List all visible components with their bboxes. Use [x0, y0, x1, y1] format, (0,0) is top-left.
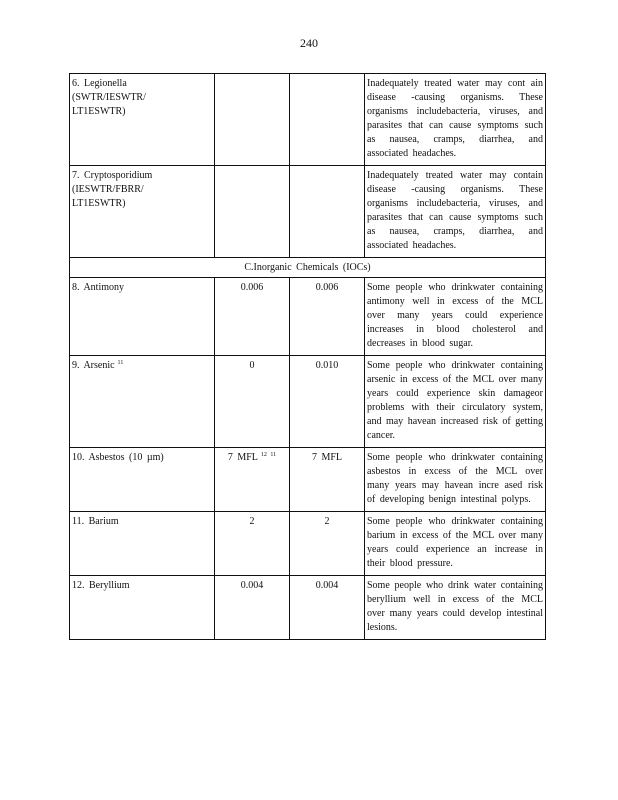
table-row — [70, 512, 546, 576]
contaminant-table — [69, 73, 546, 640]
contaminant-cell — [70, 576, 215, 640]
table-section — [70, 258, 546, 278]
table-row — [70, 166, 546, 258]
table-body-top — [70, 74, 546, 258]
health-effects-cell — [365, 74, 546, 166]
contaminant-cell-text: 6. Legionella (SWTR/IESWTR/ LT1ESWTR) — [72, 78, 146, 117]
contaminant-cell-text: 8. Antimony — [72, 282, 125, 293]
contaminant-cell-text: 7. Cryptosporidium (IESWTR/FBRR/ LT1ESWTR) — [72, 170, 153, 209]
health-effects-cell-text: Some people who drinkwater containing asbestos in excess of the MCL over many years may havean incre ased risk of developing benign intestinal polyps. — [367, 452, 543, 505]
mclg-cell-text: 0.006 — [240, 282, 264, 293]
health-effects-cell — [365, 356, 546, 448]
mclg-cell-text: 0.004 — [240, 580, 264, 591]
mclg-cell — [215, 356, 290, 448]
mcl-cell — [290, 356, 365, 448]
footnote-marker: 11 — [117, 359, 124, 366]
contaminant-cell — [70, 512, 215, 576]
mclg-cell-text: 0 — [249, 360, 255, 371]
section-header-row — [70, 258, 546, 278]
mcl-cell — [290, 278, 365, 356]
mclg-cell — [215, 448, 290, 512]
mcl-cell-text: 7 MFL — [311, 452, 343, 463]
mcl-cell — [290, 166, 365, 258]
health-effects-cell-text: Some people who drink water containing beryllium well in excess of the MCL over many years could develop intestinal lesions. — [367, 580, 543, 633]
contaminant-cell — [70, 448, 215, 512]
contaminant-cell — [70, 278, 215, 356]
contaminant-cell-text: 11. Barium — [72, 516, 119, 527]
health-effects-cell — [365, 448, 546, 512]
table-row — [70, 74, 546, 166]
health-effects-cell-text: Some people who drinkwater containing barium in excess of the MCL over many years could experience an increase in their blood pressure. — [367, 516, 543, 569]
health-effects-cell — [365, 166, 546, 258]
health-effects-cell-text: Inadequately treated water may contain disease -causing organisms. These organisms includebacteria, viruses, and parasites that can cause symptoms such as nausea, cramps, diarrhea, and associated headaches. — [367, 170, 543, 251]
health-effects-cell — [365, 512, 546, 576]
mcl-cell — [290, 74, 365, 166]
health-effects-cell-text: Some people who drinkwater containing antimony well in excess of the MCL over many years could experience increases in blood cholesterol and decreases in blood sugar. — [367, 282, 543, 349]
contaminant-cell — [70, 356, 215, 448]
contaminant-cell-text: 10. Asbestos (10 µm) — [72, 452, 164, 463]
mcl-cell — [290, 576, 365, 640]
contaminant-cell-text: 9. Arsenic — [72, 360, 115, 371]
mclg-cell — [215, 512, 290, 576]
contaminant-cell-text: 12. Beryllium — [72, 580, 130, 591]
table-body-bottom — [70, 278, 546, 640]
footnote-marker: 12 11 — [260, 451, 277, 458]
mcl-cell — [290, 448, 365, 512]
mclg-cell-text: 7 MFL — [227, 452, 258, 463]
section-header: C.Inorganic Chemicals (IOCs) — [70, 258, 546, 278]
contaminant-cell — [70, 74, 215, 166]
mclg-cell — [215, 74, 290, 166]
health-effects-cell-text: Some people who drinkwater containing arsenic in excess of the MCL over many years could experience skin damageor problems with their circulatory system, and may havean increased risk of getting cancer. — [367, 360, 543, 441]
mclg-cell-text: 2 — [249, 516, 255, 527]
table-row — [70, 448, 546, 512]
mcl-cell-text: 0.010 — [315, 360, 339, 371]
mclg-cell — [215, 166, 290, 258]
contaminant-cell — [70, 166, 215, 258]
mcl-cell — [290, 512, 365, 576]
table-row — [70, 278, 546, 356]
health-effects-cell — [365, 576, 546, 640]
mclg-cell — [215, 278, 290, 356]
mclg-cell — [215, 576, 290, 640]
mcl-cell-text: 0.006 — [315, 282, 339, 293]
table-row — [70, 356, 546, 448]
health-effects-cell — [365, 278, 546, 356]
mcl-cell-text: 0.004 — [315, 580, 339, 591]
table-row — [70, 576, 546, 640]
health-effects-cell-text: Inadequately treated water may cont ain disease -causing organisms. These organisms includebacteria, viruses, and parasites that can cause symptoms such as nausea, cramps, diarrhea, and associated headaches. — [367, 78, 543, 159]
mcl-cell-text: 2 — [324, 516, 330, 527]
page-number: 240 — [300, 36, 318, 50]
